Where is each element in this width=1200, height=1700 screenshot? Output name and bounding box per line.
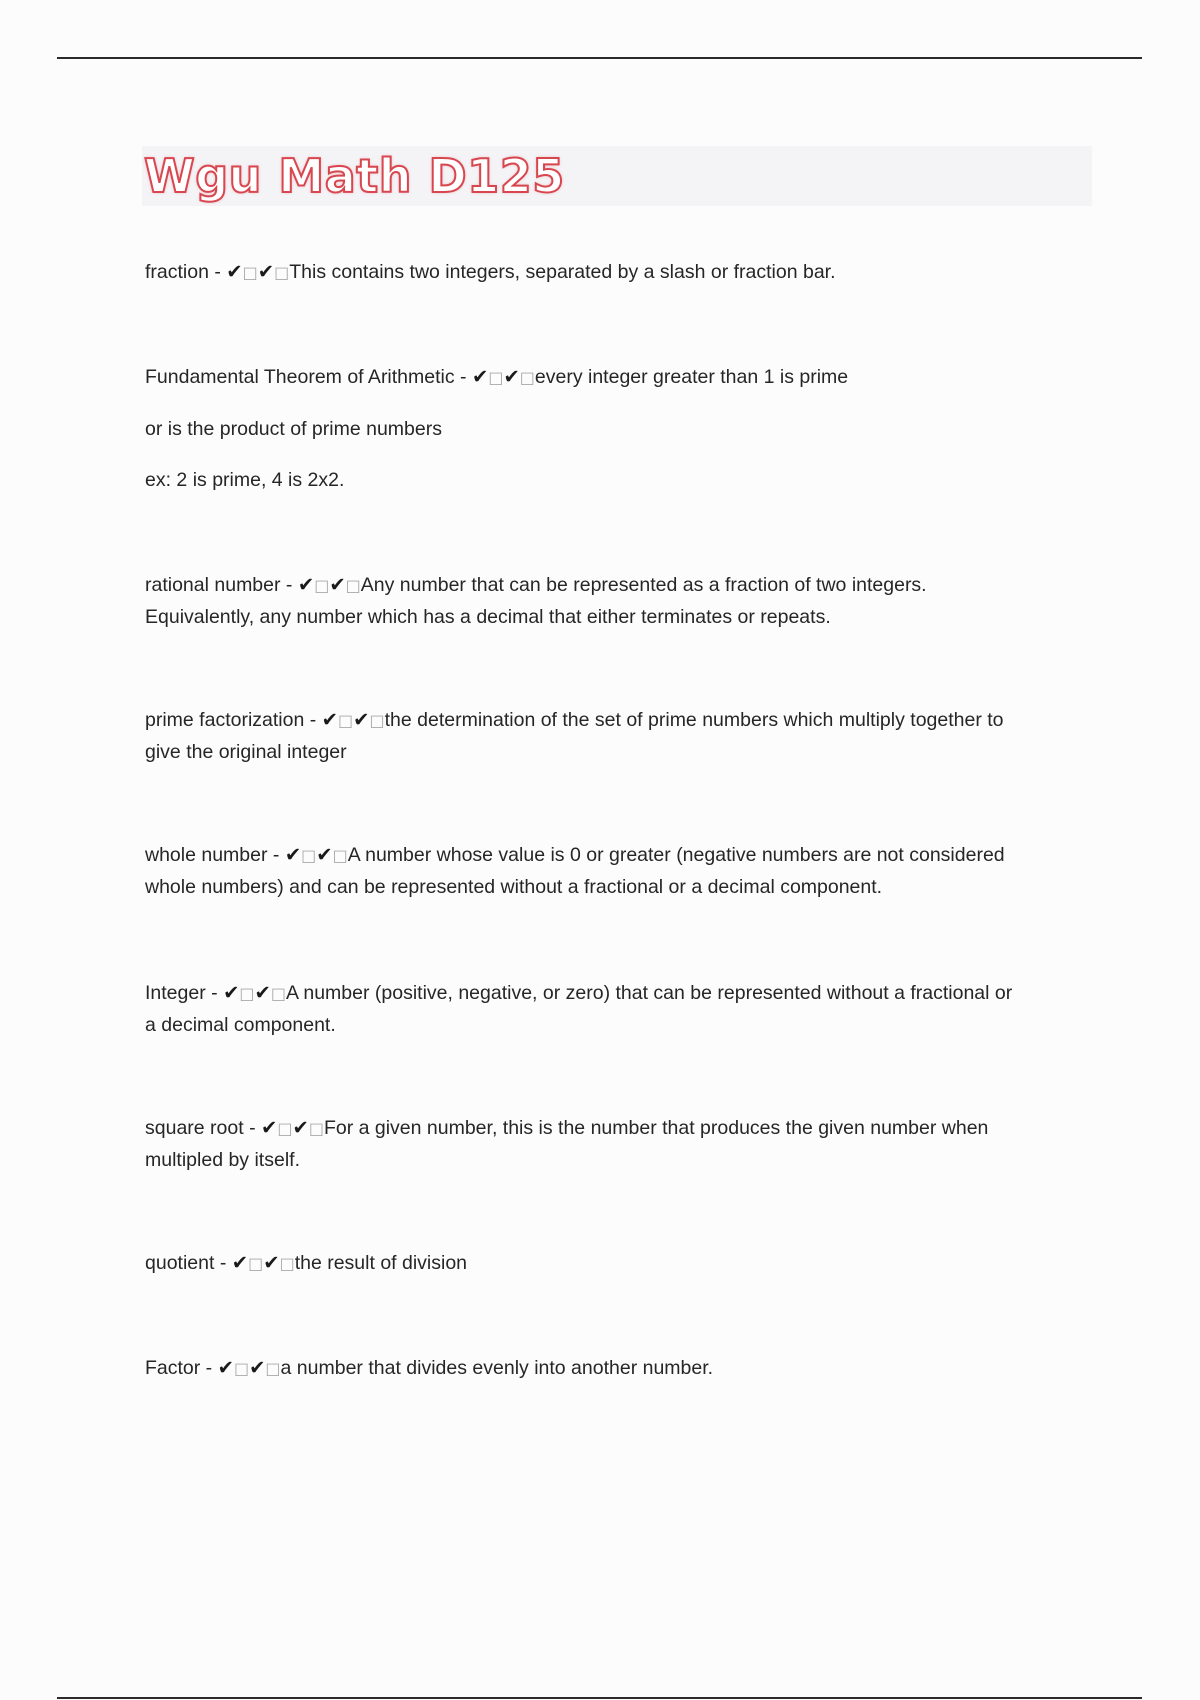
separator: - (243, 1117, 261, 1139)
box-icon: □ (274, 263, 290, 282)
entry-fraction (145, 256, 1085, 289)
check-icon: ✔ (231, 1252, 249, 1274)
definition-continuation: whole numbers) and can be represented without a fractional or a decimal component. (145, 876, 883, 898)
definition-line: a number that divides evenly into another number. (280, 1357, 714, 1379)
separator: - (454, 366, 472, 388)
bottom-rule (57, 1697, 1142, 1699)
separator: - (214, 1252, 232, 1274)
check-icon: ✔ (261, 1117, 278, 1139)
entry-rational-number (145, 569, 1085, 602)
box-icon: □ (314, 576, 330, 595)
check-icon: ✔ (226, 261, 243, 283)
separator: - (304, 709, 322, 731)
box-icon: □ (519, 368, 535, 387)
box-icon: □ (369, 711, 385, 730)
box-icon: □ (308, 1119, 324, 1138)
check-icon: ✔ (263, 1252, 280, 1274)
term: Fundamental Theorem of Arithmetic (145, 366, 455, 388)
definition-line: For a given number, this is the number that produces the given number when (323, 1117, 989, 1139)
separator: - (267, 844, 285, 866)
entry-integer (145, 977, 1085, 1010)
definition-continuation: a decimal component. (145, 1014, 336, 1036)
term: prime factorization (145, 709, 305, 731)
definition-continuation: or is the product of prime numbers (145, 418, 442, 440)
check-icon: ✔ (217, 1357, 234, 1379)
definition-line: the result of division (294, 1252, 468, 1274)
check-icon: ✔ (257, 261, 275, 283)
definition-continuation: multipled by itself. (145, 1149, 300, 1171)
check-icon: ✔ (249, 1357, 266, 1379)
check-icon: ✔ (292, 1117, 309, 1139)
definition-continuation: give the original integer (145, 741, 347, 763)
entry-factor (145, 1352, 1085, 1385)
separator: - (280, 574, 298, 596)
box-icon: □ (279, 1254, 295, 1273)
separator: - (200, 1357, 218, 1379)
entry-quotient (145, 1247, 1085, 1280)
box-icon: □ (265, 1359, 281, 1378)
check-icon: ✔ (353, 709, 370, 731)
box-icon: □ (345, 576, 361, 595)
document-title: Wgu Math D125 (144, 149, 565, 203)
separator: - (208, 261, 227, 283)
definition-line: the determination of the set of prime numbers which multiply together to (384, 709, 1004, 731)
box-icon: □ (301, 846, 317, 865)
check-icon: ✔ (329, 574, 346, 596)
term: rational number (145, 574, 281, 596)
box-icon: □ (248, 1254, 264, 1273)
box-icon: □ (242, 263, 258, 282)
term: fraction (145, 261, 209, 283)
box-icon: □ (338, 711, 354, 730)
box-icon: □ (488, 368, 504, 387)
check-icon: ✔ (321, 709, 339, 731)
definition-continuation: Equivalently, any number which has a decimal that either terminates or repeats. (145, 606, 831, 628)
term: quotient (145, 1252, 215, 1274)
entry-fundamental-theorem (145, 361, 1085, 394)
entry-prime-factorization (145, 704, 1085, 737)
term: whole number (145, 844, 268, 866)
term: Factor (145, 1357, 201, 1379)
definition-line: A number whose value is 0 or greater (negative numbers are not considered (347, 844, 1005, 866)
top-rule (57, 57, 1142, 59)
check-icon: ✔ (471, 366, 489, 388)
box-icon: □ (270, 984, 286, 1003)
check-icon: ✔ (297, 574, 315, 596)
check-icon: ✔ (223, 982, 240, 1004)
definition-line: Any number that can be represented as a fraction of two integers. (360, 574, 927, 596)
definition-continuation: ex: 2 is prime, 4 is 2x2. (145, 469, 345, 491)
entry-whole-number (145, 839, 1085, 872)
box-icon: □ (233, 1359, 250, 1378)
box-icon: □ (332, 846, 348, 865)
term: Integer (145, 982, 206, 1004)
box-icon: □ (277, 1119, 293, 1138)
entry-square-root (145, 1112, 1085, 1145)
check-icon: ✔ (316, 844, 333, 866)
check-icon: ✔ (254, 982, 271, 1004)
term: square root (145, 1117, 244, 1139)
definition-line: This contains two integers, separated by a slash or fraction bar. (289, 261, 836, 283)
box-icon: □ (239, 984, 255, 1003)
check-icon: ✔ (284, 844, 302, 866)
check-icon: ✔ (503, 366, 520, 388)
separator: - (205, 982, 224, 1004)
definition-line: every integer greater than 1 is prime (534, 366, 849, 388)
definition-line: A number (positive, negative, or zero) that can be represented without a fractional or (286, 982, 1013, 1004)
